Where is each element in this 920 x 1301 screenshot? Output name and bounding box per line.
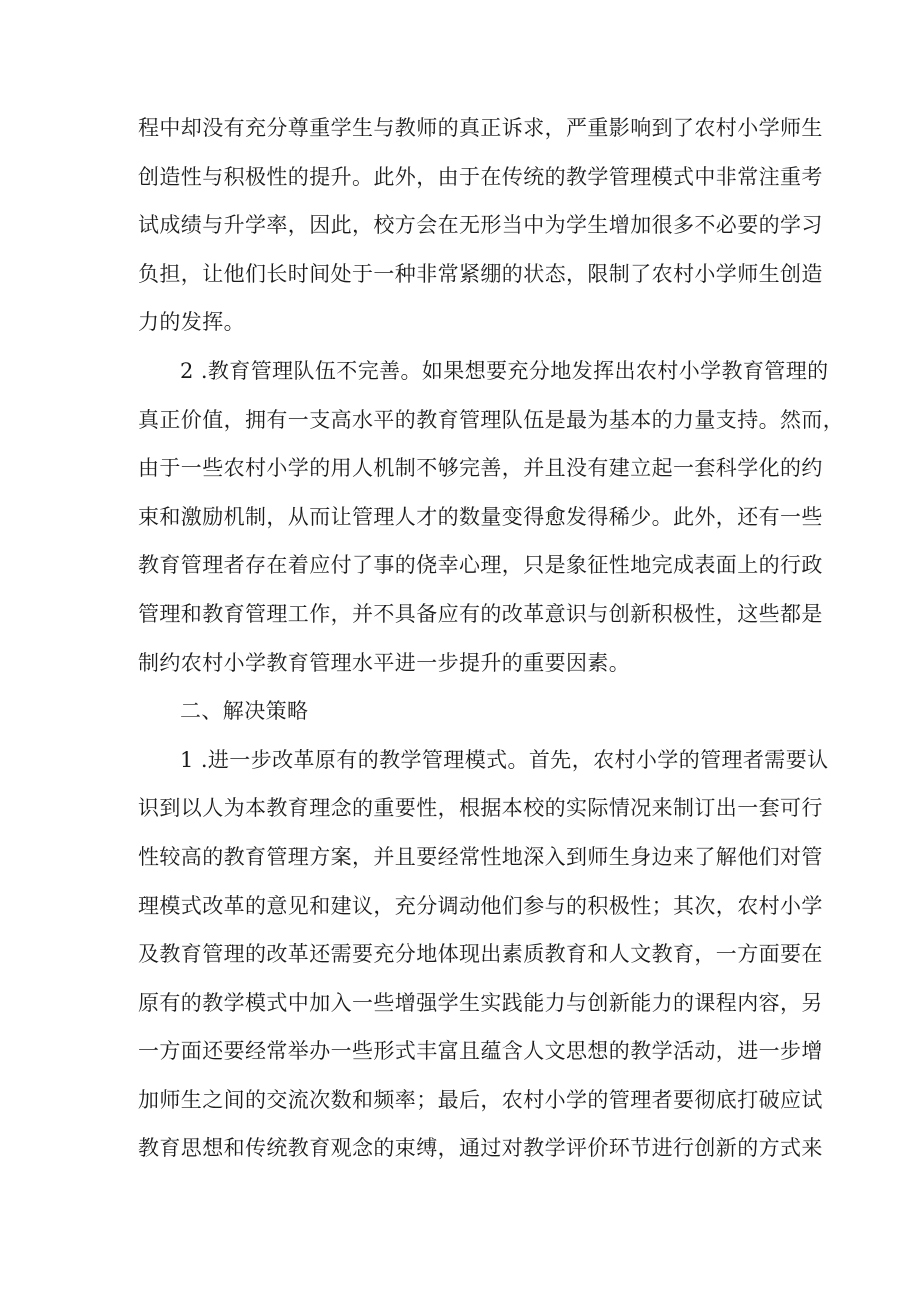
paragraph-management-team bbox=[138, 347, 845, 687]
paragraph-continuation bbox=[138, 104, 823, 347]
text-line: 一方面还要经常举办一些形式丰富且蕴含人文思想的教学活动，进一步增 bbox=[138, 1039, 823, 1064]
text-line: 教育思想和传统教育观念的束缚，通过对教学评价环节进行创新的方式来 bbox=[138, 1136, 823, 1161]
text-line: 负担，让他们长时间处于一种非常紧绷的状态，限制了农村小学师生创造 bbox=[138, 261, 823, 286]
text-line: 力的发挥。 bbox=[138, 310, 245, 335]
text-line: 原有的教学模式中加入一些增强学生实践能力与创新能力的课程内容，另 bbox=[138, 990, 823, 1015]
text-line: 1 .进一步改革原有的教学管理模式。首先，农村小学的管理者需要认 bbox=[180, 747, 829, 772]
text-line: 创造性与积极性的提升。此外，由于在传统的教学管理模式中非常注重考 bbox=[138, 164, 823, 189]
text-line: 制约农村小学教育管理水平进一步提升的重要因素。 bbox=[138, 650, 631, 675]
paragraph-reform-model bbox=[138, 736, 829, 1173]
text-line: 管理和教育管理工作，并不具备应有的改革意识与创新积极性，这些都是 bbox=[138, 601, 823, 626]
text-line: 由于一些农村小学的用人机制不够完善，并且没有建立起一套科学化的约 bbox=[138, 456, 823, 481]
text-line: 2 .教育管理队伍不完善。如果想要充分地发挥出农村小学教育管理的 bbox=[180, 358, 829, 383]
heading-text: 二、解决策略 bbox=[180, 699, 309, 724]
text-line: 及教育管理的改革还需要充分地体现出素质教育和人文教育，一方面要在 bbox=[138, 942, 823, 967]
text-line: 识到以人为本教育理念的重要性，根据本校的实际情况来制订出一套可行 bbox=[138, 796, 823, 821]
text-line: 加师生之间的交流次数和频率；最后，农村小学的管理者要彻底打破应试 bbox=[138, 1087, 823, 1112]
text-line: 试成绩与升学率，因此，校方会在无形当中为学生增加很多不必要的学习 bbox=[138, 213, 823, 238]
text-line: 程中却没有充分尊重学生与教师的真正诉求，严重影响到了农村小学师生 bbox=[138, 116, 823, 140]
body-text bbox=[138, 104, 845, 1173]
text-line: 性较高的教育管理方案，并且要经常性地深入到师生身边来了解他们对管 bbox=[138, 844, 823, 869]
text-line: 教育管理者存在着应付了事的侥幸心理，只是象征性地完成表面上的行政 bbox=[138, 553, 823, 578]
text-line: 真正价值，拥有一支高水平的教育管理队伍是最为基本的力量支持。然而， bbox=[138, 407, 845, 432]
text-line: 束和激励机制，从而让管理人才的数量变得愈发得稀少。此外，还有一些 bbox=[138, 504, 823, 529]
section-heading-solutions bbox=[138, 687, 798, 736]
text-line: 理模式改革的意见和建议，充分调动他们参与的积极性；其次，农村小学 bbox=[138, 893, 823, 918]
